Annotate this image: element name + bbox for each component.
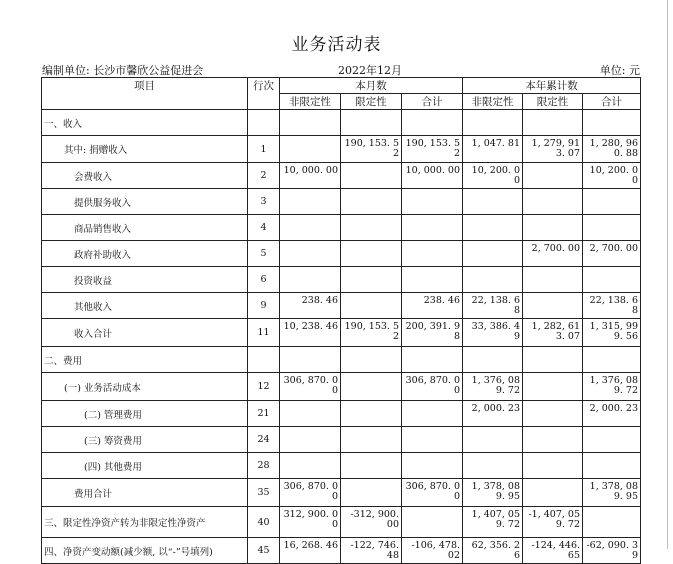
row-line-number: 1 (248, 136, 280, 163)
row-line-number: 5 (248, 241, 280, 267)
row-value-cell (583, 267, 641, 293)
unit-label: 单位: 元 (599, 64, 640, 77)
row-value-cell (341, 401, 402, 427)
row-value-cell: 62, 356. 26 (463, 538, 523, 564)
table-row (42, 427, 641, 453)
table-row (42, 347, 641, 373)
row-value-cell: 2, 700. 00 (523, 241, 583, 267)
row-value-cell: 2, 000. 23 (463, 401, 523, 427)
table-row (42, 189, 641, 215)
header-month-total: 合计 (402, 94, 463, 110)
period-label: 2022年12月 (338, 64, 402, 77)
row-item-label: 三、限定性净资产转为非限定性净资产 (42, 507, 248, 538)
header-month-restricted: 限定性 (341, 94, 402, 110)
header-year-total: 合计 (583, 94, 641, 110)
table-row (42, 319, 641, 347)
row-value-cell: -1, 407, 059. 72 (523, 507, 583, 538)
row-value-cell: 1, 407, 059. 72 (463, 507, 523, 538)
row-value-cell: -122, 746. 48 (341, 538, 402, 564)
row-value-cell: 1, 378, 089. 95 (463, 479, 523, 507)
row-value-cell (341, 427, 402, 453)
row-value-cell (341, 373, 402, 401)
row-value-cell: 306, 870. 00 (280, 479, 341, 507)
row-value-cell (280, 136, 341, 163)
row-value-cell (583, 427, 641, 453)
row-line-number: 12 (248, 373, 280, 401)
row-item-label: 商品销售收入 (42, 215, 248, 241)
row-line-number: 35 (248, 479, 280, 507)
row-item-label: 一、收入 (42, 110, 248, 136)
row-value-cell: -106, 478. 02 (402, 538, 463, 564)
row-value-cell: 1, 280, 960. 88 (583, 136, 641, 163)
row-value-cell (341, 293, 402, 319)
row-value-cell: 10, 200. 00 (583, 163, 641, 189)
row-value-cell: 16, 268. 46 (280, 538, 341, 564)
row-value-cell: 10, 200. 00 (463, 163, 523, 189)
row-line-number (248, 347, 280, 373)
row-item-label: 二、费用 (42, 347, 248, 373)
row-value-cell: 10, 000. 00 (280, 163, 341, 189)
table-row (42, 373, 641, 401)
row-value-cell (341, 215, 402, 241)
row-value-cell (402, 347, 463, 373)
row-value-cell (341, 479, 402, 507)
row-value-cell: 306, 870. 00 (402, 373, 463, 401)
row-value-cell (523, 163, 583, 189)
row-item-label: (二) 管理费用 (42, 401, 248, 427)
row-value-cell: 2, 000. 23 (583, 401, 641, 427)
row-value-cell (463, 267, 523, 293)
row-value-cell (280, 401, 341, 427)
row-item-label: 投资收益 (42, 267, 248, 293)
row-line-number: 45 (248, 538, 280, 564)
row-value-cell: 33, 386. 49 (463, 319, 523, 347)
row-line-number: 4 (248, 215, 280, 241)
row-value-cell: -312, 900. 00 (341, 507, 402, 538)
row-value-cell: 190, 153. 52 (402, 136, 463, 163)
header-year-unrestricted: 非限定性 (463, 94, 523, 110)
row-value-cell (463, 347, 523, 373)
row-value-cell (280, 189, 341, 215)
row-item-label: (一) 业务活动成本 (42, 373, 248, 401)
table-row (42, 267, 641, 293)
row-value-cell: 306, 870. 00 (280, 373, 341, 401)
table-row (42, 293, 641, 319)
row-line-number: 28 (248, 453, 280, 479)
table-row (42, 241, 641, 267)
row-line-number: 40 (248, 507, 280, 538)
row-item-label: 其中: 捐赠收入 (42, 136, 248, 163)
row-line-number: 21 (248, 401, 280, 427)
row-value-cell (523, 479, 583, 507)
table-row (42, 110, 641, 136)
row-line-number: 2 (248, 163, 280, 189)
row-value-cell (280, 267, 341, 293)
table-row (42, 507, 641, 538)
header-year-restricted: 限定性 (523, 94, 583, 110)
row-value-cell (341, 189, 402, 215)
row-value-cell (523, 427, 583, 453)
row-value-cell (280, 215, 341, 241)
row-value-cell: -62, 090. 39 (583, 538, 641, 564)
row-value-cell: 238. 46 (402, 293, 463, 319)
row-value-cell (523, 347, 583, 373)
row-value-cell: 22, 138. 68 (463, 293, 523, 319)
row-item-label: (三) 筹资费用 (42, 427, 248, 453)
row-value-cell: 1, 376, 089. 72 (463, 373, 523, 401)
row-value-cell: -124, 446. 65 (523, 538, 583, 564)
row-value-cell (583, 453, 641, 479)
row-value-cell (463, 189, 523, 215)
header-month: 本月数 (280, 78, 463, 94)
row-line-number: 24 (248, 427, 280, 453)
row-value-cell: 1, 047. 81 (463, 136, 523, 163)
row-value-cell (583, 110, 641, 136)
row-value-cell (523, 453, 583, 479)
row-value-cell (402, 189, 463, 215)
page-edge (667, 0, 668, 549)
row-value-cell (341, 241, 402, 267)
row-value-cell: 238. 46 (280, 293, 341, 319)
row-value-cell: 200, 391. 98 (402, 319, 463, 347)
row-value-cell (463, 241, 523, 267)
row-value-cell (341, 267, 402, 293)
row-value-cell (523, 215, 583, 241)
row-value-cell (523, 293, 583, 319)
row-line-number (248, 110, 280, 136)
table-row (42, 136, 641, 163)
row-value-cell (341, 163, 402, 189)
row-value-cell (280, 453, 341, 479)
header-line: 行次 (248, 78, 280, 110)
row-line-number: 6 (248, 267, 280, 293)
row-value-cell (402, 110, 463, 136)
row-item-label: 收入合计 (42, 319, 248, 347)
row-value-cell (523, 373, 583, 401)
row-item-label: 四、净资产变动额(减少额, 以“-”号填列) (42, 538, 248, 564)
row-value-cell (402, 507, 463, 538)
header-item: 项目 (42, 78, 248, 110)
row-item-label: 政府补助收入 (42, 241, 248, 267)
row-value-cell: 10, 000. 00 (402, 163, 463, 189)
row-value-cell: 190, 153. 52 (341, 319, 402, 347)
row-value-cell (523, 189, 583, 215)
row-line-number: 11 (248, 319, 280, 347)
row-item-label: 费用合计 (42, 479, 248, 507)
row-value-cell (341, 453, 402, 479)
row-value-cell (280, 427, 341, 453)
row-value-cell (463, 453, 523, 479)
row-value-cell: 1, 315, 999. 56 (583, 319, 641, 347)
row-value-cell (583, 215, 641, 241)
row-value-cell (341, 347, 402, 373)
row-value-cell: 1, 376, 089. 72 (583, 373, 641, 401)
row-value-cell (583, 507, 641, 538)
row-value-cell (583, 189, 641, 215)
row-item-label: 提供服务收入 (42, 189, 248, 215)
row-value-cell (402, 453, 463, 479)
row-value-cell (523, 401, 583, 427)
table-row (42, 479, 641, 507)
row-value-cell (402, 427, 463, 453)
table-row (42, 538, 641, 564)
organization-label: 编制单位: 长沙市馨欣公益促进会 (42, 64, 204, 77)
row-value-cell (280, 110, 341, 136)
row-value-cell (402, 215, 463, 241)
row-value-cell (402, 267, 463, 293)
row-value-cell (280, 347, 341, 373)
row-value-cell: 10, 238. 46 (280, 319, 341, 347)
row-line-number: 9 (248, 293, 280, 319)
row-item-label: (四) 其他费用 (42, 453, 248, 479)
report-title: 业务活动表 (291, 35, 382, 55)
row-value-cell: 2, 700. 00 (583, 241, 641, 267)
row-value-cell: 22, 138. 68 (583, 293, 641, 319)
row-value-cell (402, 241, 463, 267)
row-item-label: 会费收入 (42, 163, 248, 189)
row-value-cell (523, 110, 583, 136)
row-item-label: 其他收入 (42, 293, 248, 319)
row-value-cell (280, 241, 341, 267)
header-month-unrestricted: 非限定性 (280, 94, 341, 110)
row-value-cell (341, 110, 402, 136)
row-value-cell: 1, 279, 913. 07 (523, 136, 583, 163)
activity-statement-table (41, 77, 641, 564)
row-value-cell (463, 427, 523, 453)
table-row (42, 401, 641, 427)
header-year: 本年累计数 (463, 78, 641, 94)
row-value-cell (402, 401, 463, 427)
table-row (42, 215, 641, 241)
table-row (42, 453, 641, 479)
row-value-cell: 1, 378, 089. 95 (583, 479, 641, 507)
row-value-cell: 312, 900. 00 (280, 507, 341, 538)
table-row (42, 163, 641, 189)
row-value-cell (463, 110, 523, 136)
row-value-cell: 190, 153. 52 (341, 136, 402, 163)
row-line-number: 3 (248, 189, 280, 215)
row-value-cell: 306, 870. 00 (402, 479, 463, 507)
row-value-cell (463, 215, 523, 241)
row-value-cell: 1, 282, 613. 07 (523, 319, 583, 347)
row-value-cell (523, 267, 583, 293)
row-value-cell (583, 347, 641, 373)
